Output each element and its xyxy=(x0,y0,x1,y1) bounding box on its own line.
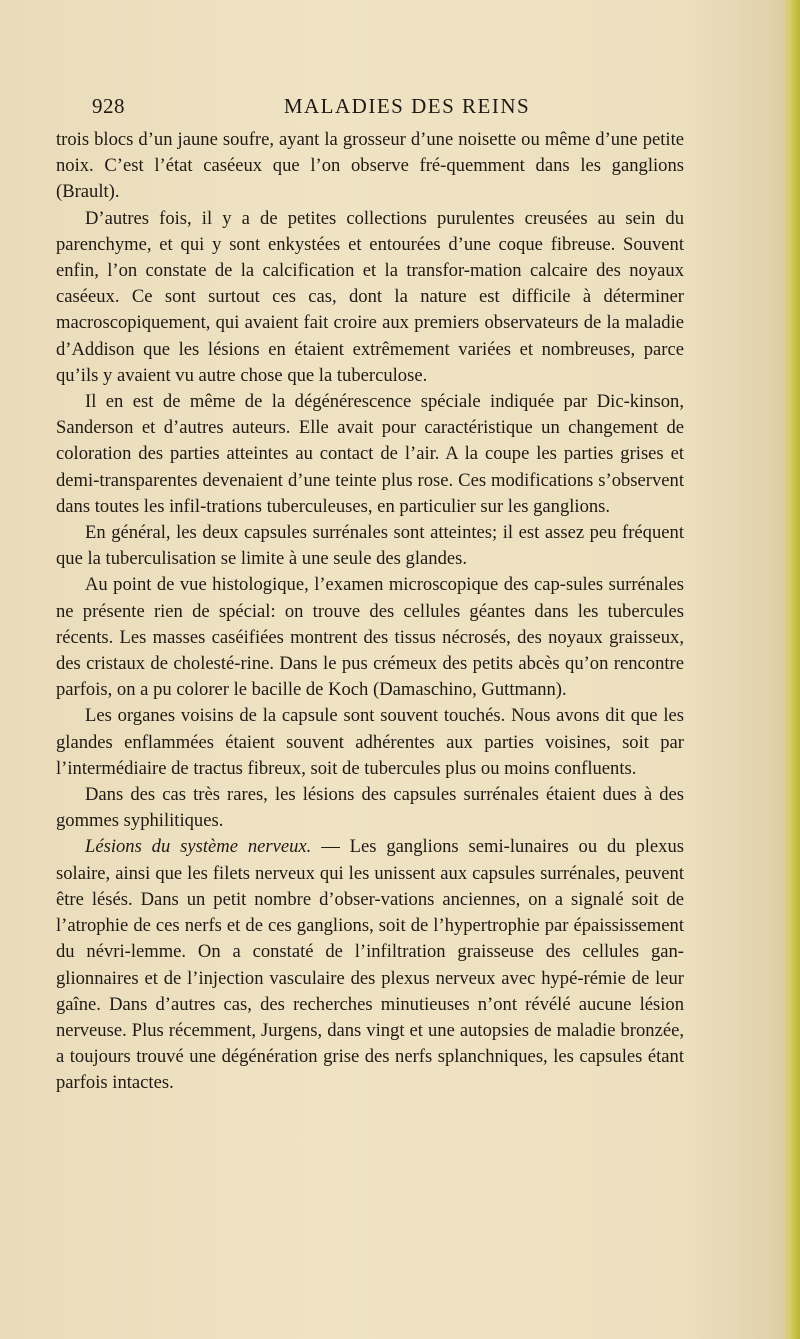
section-text: Les ganglions semi-lunaires ou du plexus solaire, ainsi que les filets nerveux qui les unissent aux capsules surrénales, peuvent être lésés. Dans un petit nombre d’obser-vations anciennes, on a signalé soit de l’atrophie de ces nerfs et de ces ganglions, soit de l’hypertrophie par épaississement du névri-lemme. On a constaté de l’infiltration graisseuse des cellules gan-glionnaires et de l’injection vasculaire des plexus nerveux avec hypé-rémie de leur gaîne. Dans d’autres cas, des recherches minutieuses n’ont révélé aucune lésion nerveuse. Plus récemment, Jurgens, dans vingt et une autopsies de maladie bronzée, a toujours trouvé une dégénération grise des nerfs splanchniques, les capsules étant parfois intactes. xyxy=(56,836,685,1094)
page-header xyxy=(92,94,682,122)
paragraph: En général, les deux capsules surrénales sont atteintes; il est assez peu fréquent que la tuberculisation se limite à une seule des glandes. xyxy=(56,522,684,570)
page-edge xyxy=(782,0,800,1339)
paragraph: Au point de vue histologique, l’examen microscopique des cap-sules surrénales ne présente rien de spécial: on trouve des cellules géantes dans les tubercules récents. Les masses caséifiées montrent des tissus nécrosés, des noyaux graisseux, des cristaux de cholesté-rine. Dans le pus crémeux des petits abcès qu’on rencontre parfois, on a pu colorer le bacille de Koch (Damaschino, Guttmann). xyxy=(56,574,684,701)
running-title: MALADIES DES REINS xyxy=(283,94,531,118)
body-text xyxy=(56,127,684,1097)
paragraph: Les organes voisins de la capsule sont souvent touchés. Nous avons dit que les glandes enflammées étaient souvent adhérentes aux parties voisines, soit par l’intermédiaire de tractus fibreux, soit de tubercules plus ou moins confluents. xyxy=(56,705,684,779)
paragraph: Il en est de même de la dégénérescence spéciale indiquée par Dic-kinson, Sanderson et d’autres auteurs. Elle avait pour caractéristique un changement de coloration des parties atteintes au contact de l’air. A la coupe les parties grises et demi-transparentes devenaient d’une teinte plus rose. Ces modifications s’observent dans toutes les infil-trations tuberculeuses, en particulier sur les ganglions. xyxy=(56,391,684,517)
section-separator: — xyxy=(311,836,350,858)
section-title: Lésions du système nerveux. xyxy=(85,836,312,858)
paragraph: trois blocs d’un jaune soufre, ayant la grosseur d’une noisette ou même d’une petite noix. C’est l’état caséeux que l’on observe fré-quemment dans les ganglions (Brault). xyxy=(56,129,684,203)
paragraph: D’autres fois, il y a de petites collections purulentes creusées au sein du parenchyme, et qui y sont enkystées et entourées d’une coque fibreuse. Souvent enfin, l’on constate de la calcification et la transfor-mation calcaire des noyaux caséeux. Ce sont surtout ces cas, dont la nature est difficile à déterminer macroscopiquement, qui avaient fait croire aux premiers observateurs de la maladie d’Addison que les lésions en étaient extrêmement variées et nombreuses, parce qu’ils y avaient vu autre chose que la tuberculose. xyxy=(56,207,684,386)
page-number: 928 xyxy=(92,94,125,118)
nervous-system-paragraph xyxy=(56,834,684,1096)
paragraph: Dans des cas très rares, les lésions des capsules surrénales étaient dues à des gommes syphilitiques. xyxy=(56,784,684,832)
